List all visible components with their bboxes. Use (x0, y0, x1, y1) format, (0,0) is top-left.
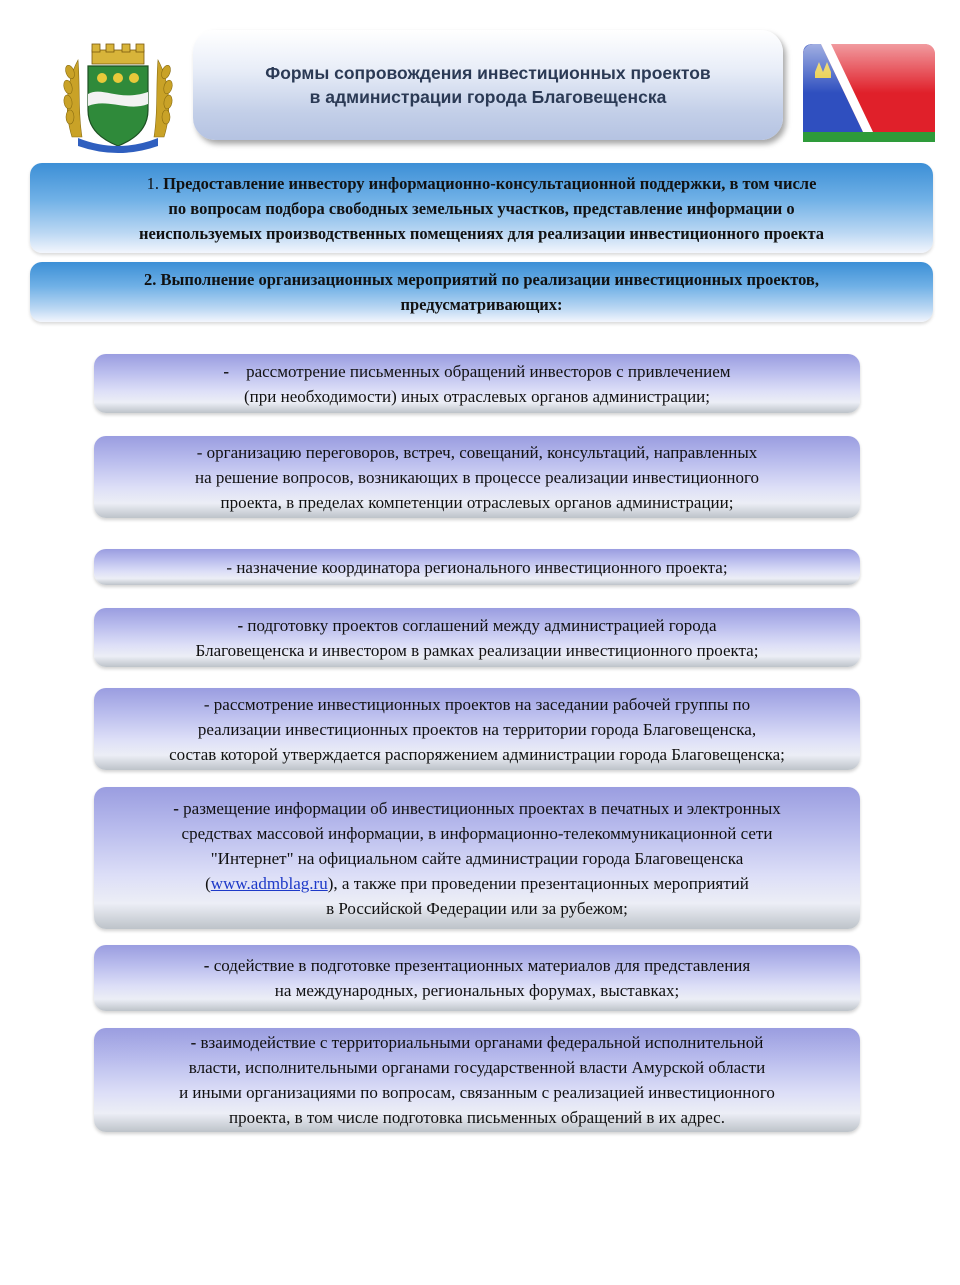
item-line (205, 871, 749, 896)
section-1-line-1-text: Предоставление инвестору информационно-консультационной поддержки, в том числе (163, 173, 817, 193)
section-2-line-2: предусматривающих: (400, 295, 563, 314)
item-line: и иными организациями по вопросам, связанным с реализацией инвестиционного (179, 1083, 775, 1102)
coat-of-arms-icon (58, 42, 178, 154)
item-line: на решение вопросов, возникающих в процессе реализации инвестиционного (194, 467, 760, 487)
item-line-text: содействие в подготовке презентационных материалов для представления (213, 956, 751, 975)
header-title-line-2: в администрации города Благовещенска (309, 87, 667, 107)
item-bullet: - (203, 956, 210, 975)
item-line: проекта, в том числе подготовка письменных обращений в их адрес. (229, 1108, 725, 1127)
list-item-presentation-materials (94, 945, 860, 1011)
item-line (173, 796, 781, 821)
item-line: - организацию переговоров, встреч, совещаний, консультаций, направленных (196, 442, 758, 462)
item-line-text: взаимодействие с территориальными органами федеральной исполнительной (200, 1033, 764, 1052)
item-line-text: ( (205, 873, 211, 893)
header-title-box (193, 30, 783, 140)
section-1-banner (30, 163, 933, 253)
item-line: "Интернет" на официальном сайте администрации города Благовещенска (210, 848, 744, 868)
list-item-media-publication (94, 787, 860, 929)
item-line: средствах массовой информации, в информационно-телекоммуникационной сети (181, 823, 773, 843)
item-line: Благовещенска и инвестором в рамках реализации инвестиционного проекта; (195, 640, 759, 660)
item-bullet: - (223, 361, 230, 381)
section-1-number: 1. (146, 173, 159, 193)
item-line: (при необходимости) иных отраслевых органов администрации; (243, 386, 710, 406)
list-item-agreements (94, 608, 860, 667)
section-1-line-3: неиспользуемых производственных помещениях для реализации инвестиционного проекта (138, 223, 825, 243)
item-line (191, 1030, 764, 1055)
item-line (223, 359, 730, 384)
item-line (204, 953, 750, 978)
list-item-coordinator (94, 549, 860, 585)
item-bullet: - (190, 1033, 197, 1052)
list-item-review-appeals (94, 354, 860, 413)
section-2-banner (30, 262, 933, 322)
item-line: в Российской Федерации или за рубежом; (326, 898, 628, 918)
item-line: проекта, в пределах компетенции отраслевых органов администрации; (220, 492, 734, 512)
list-item-interaction (94, 1028, 860, 1132)
item-line (238, 613, 717, 638)
section-1-line-2: по вопросам подбора свободных земельных участков, представление информации о (168, 198, 795, 218)
list-item-negotiations (94, 436, 860, 518)
item-line-text: рассмотрение письменных обращений инвесторов с привлечением (246, 361, 731, 381)
header-title-line-1: Формы сопровождения инвестиционных проектов (265, 63, 711, 83)
section-2-line-1: 2. Выполнение организационных мероприятий по реализации инвестиционных проектов, (144, 270, 819, 289)
item-line-text: ), а также при проведении презентационных мероприятий (327, 873, 749, 893)
item-line: - назначение координатора регионального инвестиционного проекта; (226, 557, 728, 577)
item-bullet: - (237, 615, 244, 635)
item-line: власти, исполнительными органами государственной власти Амурской области (188, 1058, 766, 1077)
item-line: реализации инвестиционных проектов на территории города Благовещенска, (197, 719, 757, 739)
item-line-text: размещение информации об инвестиционных проектах в печатных и электронных (183, 798, 781, 818)
website-link[interactable]: www.admblag.ru (210, 873, 328, 893)
item-bullet: - (173, 798, 179, 818)
section-1-line-1 (147, 171, 817, 196)
item-line: на международных, региональных форумах, выставках; (274, 981, 680, 1000)
item-line-text: подготовку проектов соглашений между администрацией города (247, 615, 717, 635)
item-line: - рассмотрение инвестиционных проектов на заседании рабочей группы по (203, 694, 751, 714)
list-item-working-group (94, 688, 860, 770)
city-flag-icon (803, 44, 935, 142)
item-line: состав которой утверждается распоряжением администрации города Благовещенска; (169, 744, 785, 764)
